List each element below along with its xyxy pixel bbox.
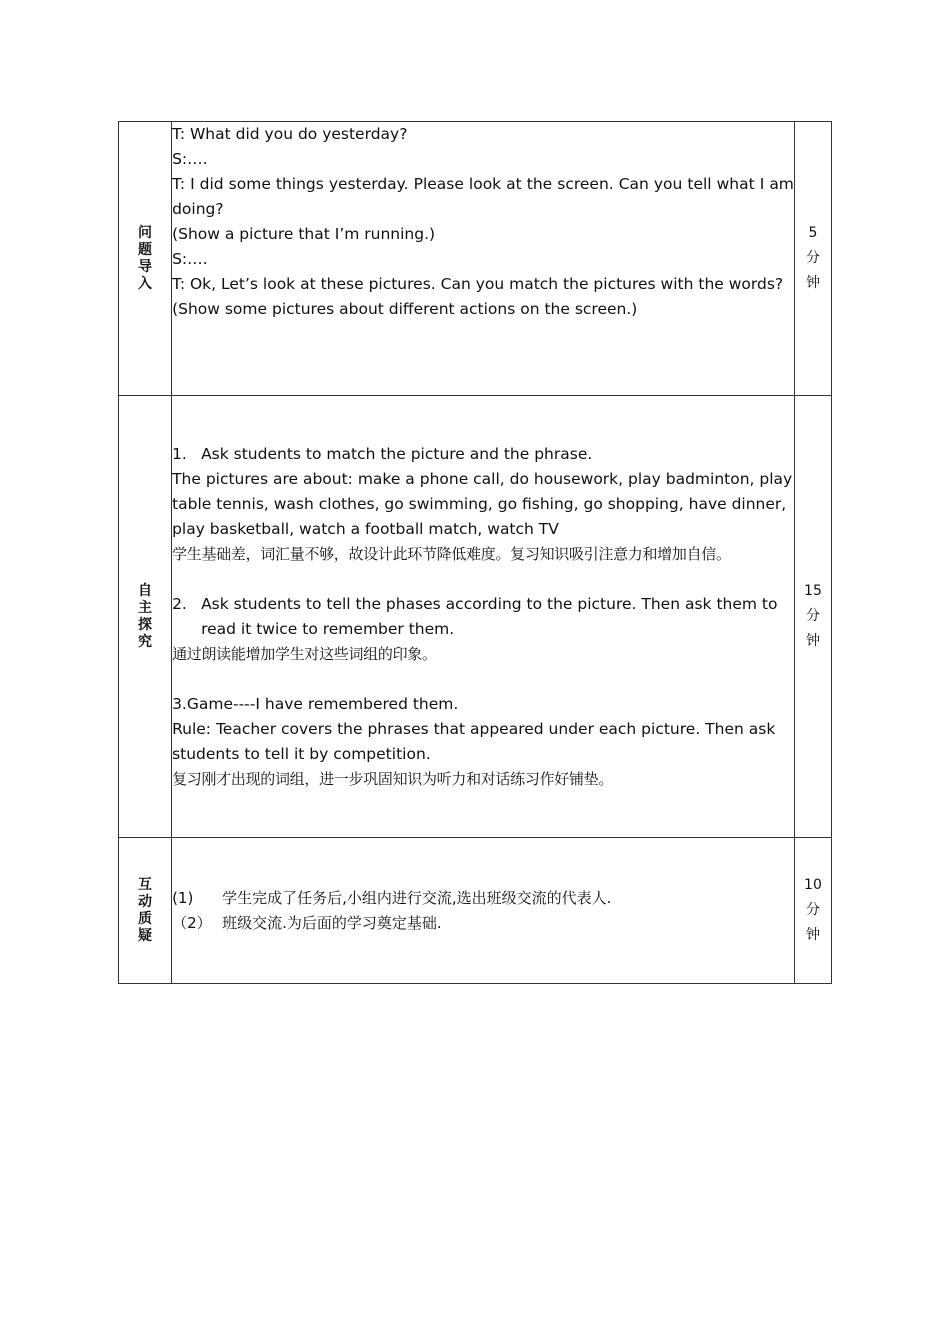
time-unit: 分 xyxy=(805,608,820,624)
content-cell xyxy=(172,122,795,396)
list-item xyxy=(172,911,794,936)
stage-char: 主 xyxy=(138,599,153,616)
design-note: 通过朗读能增加学生对这些词组的印象。 xyxy=(172,644,437,663)
game-title: 3.Game----I have remembered them. xyxy=(172,694,459,713)
dialogue-line: S:…. xyxy=(172,150,208,168)
time-unit: 钟 xyxy=(805,927,820,943)
item-label: (1) xyxy=(172,888,194,907)
list-item xyxy=(172,886,794,911)
item-text: Ask students to tell the phases according to the picture. Then ask them to read it twice to remember them. xyxy=(201,594,778,638)
stage-char: 导 xyxy=(138,258,153,275)
time-cell xyxy=(794,838,831,984)
stage-char: 互 xyxy=(138,876,153,893)
time-cell xyxy=(794,122,831,396)
dialogue-line: T: Ok, Let’s look at these pictures. Can you match the pictures with the words? xyxy=(172,275,784,293)
item-text: Ask students to match the picture and the phrase. xyxy=(201,444,593,463)
item-text: 班级交流.为后面的学习奠定基础. xyxy=(222,913,442,932)
time-value: 5 xyxy=(808,225,818,241)
content-cell xyxy=(172,838,795,984)
dialogue-line: T: What did you do yesterday? xyxy=(172,125,408,143)
dialogue-line: S:…. xyxy=(172,250,208,268)
time-unit: 分 xyxy=(805,250,820,266)
game-rule: Rule: Teacher covers the phrases that appeared under each picture. Then ask students to tell it by competition. xyxy=(172,719,776,763)
time-value: 15 xyxy=(804,583,822,599)
stage-char: 究 xyxy=(138,633,153,650)
design-note: 学生基础差，词汇量不够，故设计此环节降低难度。复习知识吸引注意力和增加自信。 xyxy=(172,544,731,563)
item-text: 学生完成了任务后,小组内进行交流,选出班级交流的代表人. xyxy=(222,888,612,907)
content-cell xyxy=(172,396,795,838)
item-label: （2） xyxy=(172,913,212,932)
time-value: 10 xyxy=(804,877,822,893)
dialogue-line: (Show some pictures about different actions on the screen.) xyxy=(172,300,638,318)
stage-char: 题 xyxy=(138,241,153,258)
time-cell xyxy=(794,396,831,838)
stage-char: 动 xyxy=(138,893,153,910)
time-unit: 分 xyxy=(805,902,820,918)
stage-cell xyxy=(119,838,172,984)
stage-char: 自 xyxy=(138,582,153,599)
design-note: 复习刚才出现的词组，进一步巩固知识为听力和对话练习作好铺垫。 xyxy=(172,769,614,788)
stage-char: 问 xyxy=(138,224,153,241)
item-number: 2. xyxy=(172,594,187,613)
table-row xyxy=(119,396,832,838)
dialogue-line: (Show a picture that I’m running.) xyxy=(172,225,436,243)
stage-cell xyxy=(119,396,172,838)
stage-cell xyxy=(119,122,172,396)
stage-char: 入 xyxy=(138,275,153,292)
activity-item xyxy=(172,442,794,467)
activity-item xyxy=(172,592,794,642)
dialogue-line: T: I did some things yesterday. Please look at the screen. Can you tell what I am doing? xyxy=(172,175,794,218)
item-detail: The pictures are about: make a phone call, do housework, play badminton, play table tennis, wash clothes, go swimming, go fishing, go shopping, have dinner, play basketball, watch a football match, watch TV xyxy=(172,469,793,538)
stage-char: 疑 xyxy=(138,927,153,944)
stage-char: 探 xyxy=(138,616,153,633)
time-unit: 钟 xyxy=(805,275,820,291)
stage-char: 质 xyxy=(138,910,153,927)
item-number: 1. xyxy=(172,444,187,463)
lesson-plan-table xyxy=(118,121,832,984)
table-row xyxy=(119,838,832,984)
time-unit: 钟 xyxy=(805,633,820,649)
table-row xyxy=(119,122,832,396)
